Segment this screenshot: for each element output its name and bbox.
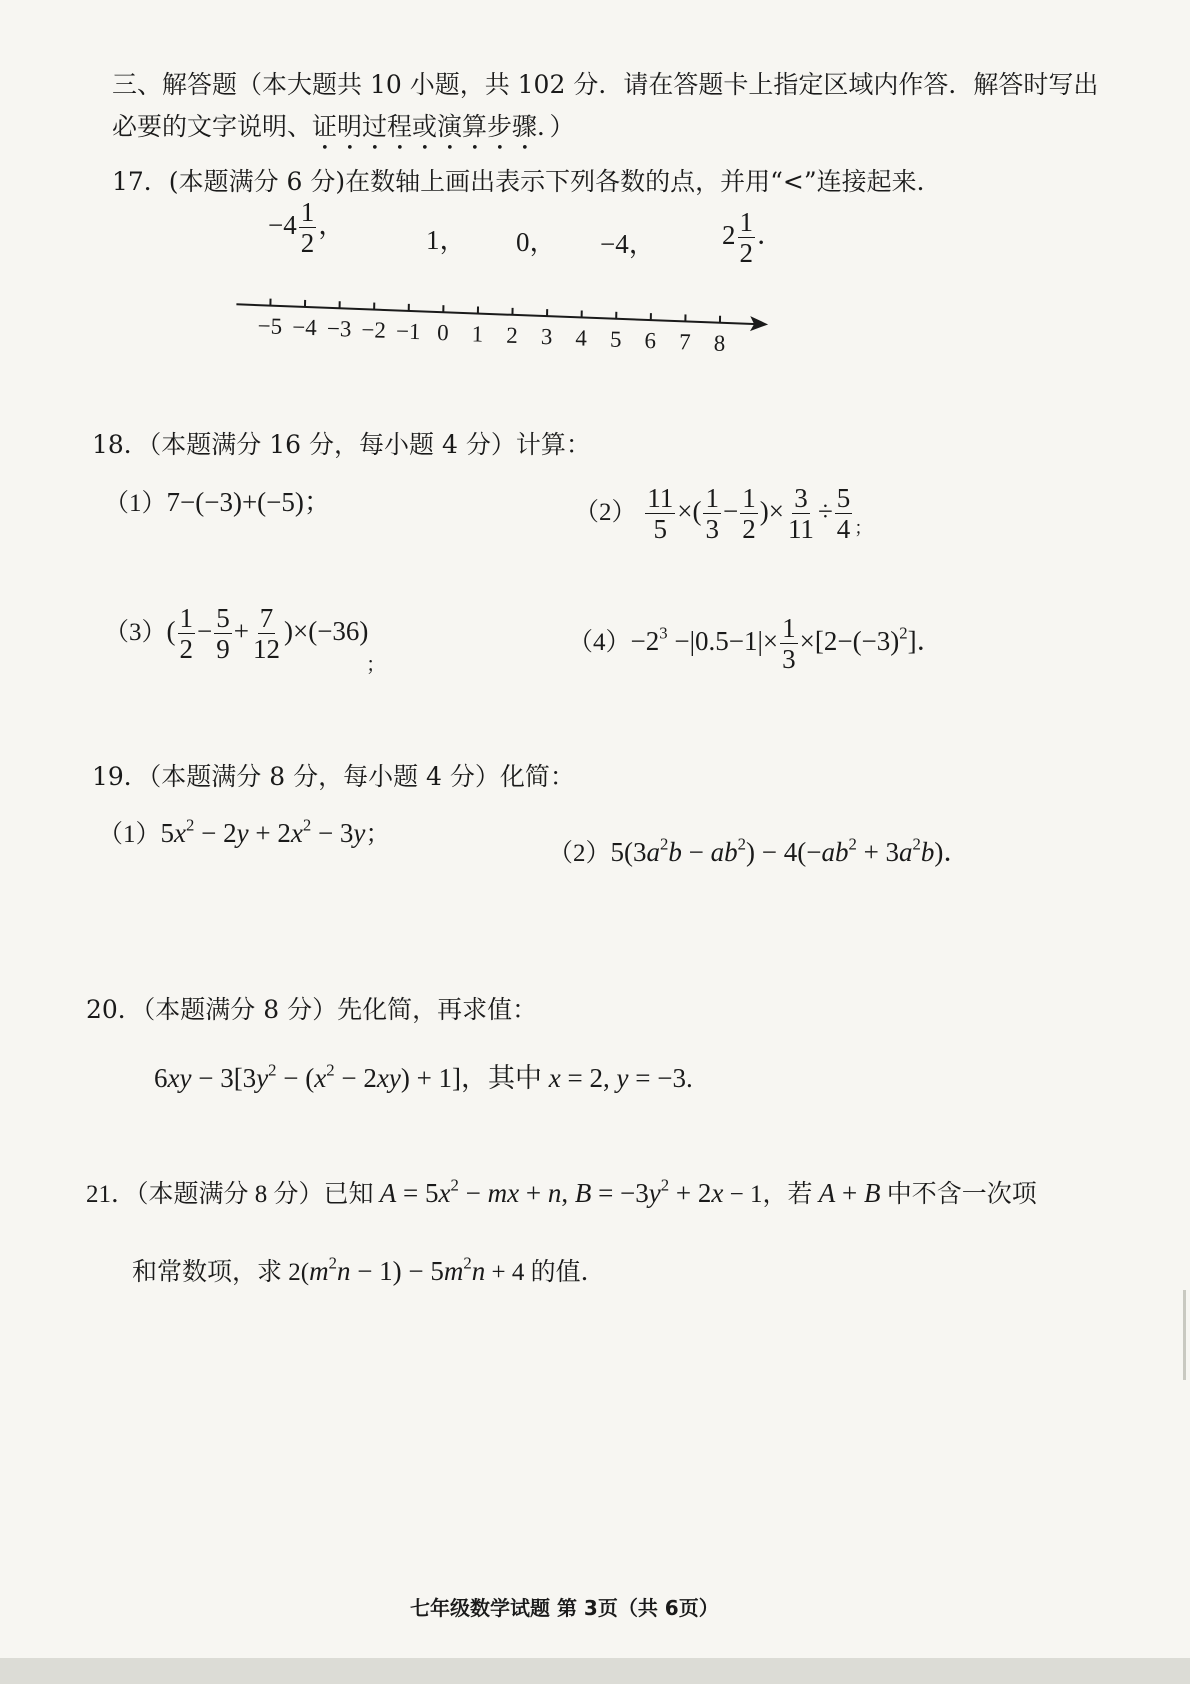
frac-num: 3 bbox=[794, 483, 808, 513]
expr: − 3[3 bbox=[191, 1063, 257, 1093]
frac bbox=[835, 484, 853, 544]
expr: 中不含一次项 bbox=[880, 1181, 1037, 1208]
frac bbox=[214, 604, 232, 664]
frac-num: 5 bbox=[836, 483, 851, 513]
expr: − 3 bbox=[311, 818, 354, 848]
q17-n1-whole: −4 bbox=[268, 210, 297, 241]
q21-line2 bbox=[132, 1253, 606, 1290]
expr: = −3. bbox=[628, 1063, 693, 1093]
section-heading-line1: 三、解答题（本大题共 10 小题，共 102 分．请在答题卡上指定区域内作答．解答时写出 bbox=[112, 70, 1099, 99]
var: A bbox=[379, 1178, 397, 1208]
tick-label: 8 bbox=[713, 330, 726, 356]
frac-den: 11 bbox=[787, 514, 814, 545]
var: xy bbox=[167, 1063, 192, 1093]
tick-label: −2 bbox=[361, 317, 387, 343]
var: b bbox=[920, 837, 935, 867]
q19-part1 bbox=[98, 815, 391, 852]
frac bbox=[703, 484, 721, 544]
frac-num: 1 bbox=[742, 483, 756, 513]
var: m bbox=[309, 1256, 329, 1286]
q21-line1 bbox=[86, 1175, 1037, 1212]
var: n bbox=[547, 1178, 562, 1208]
exponent: 2 bbox=[737, 834, 746, 854]
frac-den: 9 bbox=[216, 634, 230, 665]
var: y bbox=[648, 1178, 661, 1208]
q18-p4-label: （4） bbox=[568, 629, 631, 657]
q17-n5-whole: 2 bbox=[722, 220, 736, 251]
op: − bbox=[722, 496, 739, 527]
heading-cont-dotted: 证明过程或演算步骤 bbox=[312, 112, 538, 141]
expr: ×[2−(−3) bbox=[799, 626, 900, 657]
tick-label: 3 bbox=[540, 324, 553, 350]
q18-part3-end: ； bbox=[366, 654, 386, 676]
q17-number-5 bbox=[722, 208, 784, 268]
exponent: 2 bbox=[463, 1253, 472, 1273]
var: b bbox=[668, 837, 682, 867]
expr: − 2 bbox=[194, 818, 237, 848]
q17-number-1 bbox=[268, 198, 345, 258]
q18-p1-label: （1） bbox=[104, 490, 167, 517]
var: m bbox=[443, 1256, 464, 1286]
frac-num: 1 bbox=[782, 613, 796, 643]
frac-den: 3 bbox=[782, 644, 796, 675]
expr: 5(3 bbox=[610, 837, 647, 867]
frac-num: 11 bbox=[647, 483, 674, 513]
expr: − 2 bbox=[334, 1063, 377, 1093]
frac-num: 1 bbox=[179, 603, 194, 633]
q17-n5-frac bbox=[738, 208, 756, 268]
tick-label: 5 bbox=[609, 326, 622, 352]
expr: 和常数项，求 2( bbox=[132, 1259, 310, 1286]
exponent: 3 bbox=[659, 623, 668, 643]
q20-stem: 20．（本题满分 8 分）先化简，再求值： bbox=[86, 995, 538, 1024]
tick-label: 7 bbox=[678, 329, 691, 355]
expr: − ( bbox=[276, 1063, 315, 1093]
var: B bbox=[574, 1178, 592, 1208]
q18-part2 bbox=[574, 484, 872, 544]
expr: −2 bbox=[630, 626, 660, 657]
var: n bbox=[471, 1256, 486, 1286]
frac-den: 2 bbox=[179, 634, 194, 665]
exponent: 2 bbox=[660, 1175, 670, 1195]
expr: + 3 bbox=[856, 837, 900, 867]
tick-label: 6 bbox=[644, 327, 657, 354]
op: − bbox=[197, 616, 213, 647]
q20-expression bbox=[154, 1056, 693, 1095]
page-footer: 七年级数学试题 第 3页（共 6页） bbox=[410, 1596, 719, 1620]
var: a bbox=[899, 837, 913, 867]
var: y bbox=[236, 818, 249, 848]
expr: − bbox=[681, 837, 711, 867]
frac bbox=[645, 484, 675, 544]
expr: ]． bbox=[907, 626, 944, 657]
op: ×( bbox=[677, 496, 702, 527]
frac bbox=[251, 604, 282, 664]
tick-label: 2 bbox=[506, 322, 519, 348]
expr: −|0.5−1|× bbox=[667, 626, 779, 657]
var: x bbox=[711, 1178, 724, 1208]
q19-p1-label: （1） bbox=[98, 821, 161, 848]
expr: + 4 的值． bbox=[485, 1259, 606, 1286]
scan-edge bbox=[0, 1658, 1190, 1684]
tick-label: 0 bbox=[436, 320, 449, 346]
frac bbox=[178, 604, 196, 664]
scan-margin-mark bbox=[1183, 1290, 1186, 1380]
expr: 6 bbox=[154, 1063, 168, 1093]
frac-den: 5 bbox=[653, 514, 668, 545]
expr: = −3 bbox=[591, 1178, 649, 1208]
expr: ； bbox=[365, 821, 391, 848]
q18-stem: 18．（本题满分 16 分，每小题 4 分）计算： bbox=[92, 430, 591, 459]
expr: = 5 bbox=[396, 1178, 439, 1208]
tick-label: −1 bbox=[395, 318, 421, 345]
expr: ) − 4(− bbox=[746, 837, 822, 867]
q18-part3 bbox=[104, 604, 368, 664]
op: + bbox=[233, 616, 249, 647]
exponent: 2 bbox=[186, 815, 195, 835]
op: ； bbox=[854, 518, 873, 539]
tick-label: 1 bbox=[471, 321, 484, 347]
section-heading-continued bbox=[112, 110, 575, 156]
var: y bbox=[256, 1063, 269, 1093]
var: y bbox=[616, 1063, 629, 1093]
frac-num: 5 bbox=[216, 603, 230, 633]
q17-stem: 17．(本题满分 6 分)在数轴上画出表示下列各数的点，并用“<”连接起来． bbox=[112, 167, 942, 196]
q21-stem: 21．（本题满分 8 分）已知 bbox=[86, 1181, 380, 1208]
expr: + 2 bbox=[248, 818, 291, 848]
frac-num: 1 bbox=[300, 197, 315, 227]
var: B bbox=[863, 1178, 881, 1208]
tick-label: −4 bbox=[292, 314, 318, 341]
frac-den: 2 bbox=[739, 238, 753, 269]
q19-stem: 19．（本题满分 8 分，每小题 4 分）化简： bbox=[92, 762, 575, 791]
exponent: 2 bbox=[328, 1253, 337, 1273]
var: ab bbox=[710, 837, 738, 867]
exponent: 2 bbox=[268, 1060, 277, 1080]
var: A bbox=[818, 1178, 836, 1208]
exponent: 2 bbox=[912, 834, 921, 854]
frac-num: 1 bbox=[739, 207, 753, 237]
expr: = 2, bbox=[560, 1063, 617, 1093]
heading-cont-post: ．） bbox=[537, 112, 575, 141]
expr: + 2 bbox=[669, 1178, 712, 1208]
tick-label: 4 bbox=[575, 325, 588, 351]
expr: − 1，若 bbox=[723, 1181, 819, 1208]
exponent: 2 bbox=[899, 623, 908, 643]
q17-number-2: 1， bbox=[426, 225, 467, 255]
q18-p2-label: （2） bbox=[574, 499, 637, 527]
expr: − bbox=[458, 1178, 488, 1208]
var: mx bbox=[487, 1178, 520, 1208]
op: ÷ bbox=[817, 496, 833, 527]
q17-number-3: 0， bbox=[516, 227, 557, 257]
q18-p3-label: （3） bbox=[104, 619, 167, 647]
frac-den: 3 bbox=[705, 514, 719, 545]
q19-p2-label: （2） bbox=[548, 840, 611, 867]
expr: , bbox=[561, 1178, 575, 1208]
expr: + bbox=[835, 1178, 864, 1208]
exponent: 2 bbox=[302, 815, 312, 835]
q17-n1-sep: ， bbox=[318, 210, 346, 241]
q18-part1 bbox=[104, 480, 331, 521]
tick-label: −3 bbox=[326, 315, 352, 342]
exponent: 2 bbox=[450, 1175, 459, 1195]
q17-n1-frac bbox=[299, 198, 317, 258]
frac-den: 12 bbox=[252, 634, 280, 665]
var: x bbox=[314, 1063, 327, 1093]
op: )× bbox=[759, 496, 784, 527]
op: ( bbox=[166, 616, 176, 647]
frac-den: 2 bbox=[742, 514, 756, 545]
frac bbox=[786, 484, 816, 544]
q17-number-4: −4， bbox=[600, 229, 656, 259]
exponent: 2 bbox=[326, 1060, 335, 1080]
frac-num: 7 bbox=[259, 603, 274, 633]
var: x bbox=[438, 1178, 451, 1208]
frac bbox=[780, 614, 798, 674]
var: y bbox=[353, 818, 366, 848]
tick-label: −5 bbox=[257, 313, 283, 339]
frac-den: 4 bbox=[836, 514, 851, 545]
q18-p1-expr: 7−(−3)+(−5)； bbox=[166, 487, 331, 517]
var: x bbox=[290, 818, 303, 848]
op: )×(−36) bbox=[283, 616, 369, 647]
q18-part4 bbox=[568, 614, 944, 674]
var: n bbox=[336, 1256, 351, 1286]
frac-num: 1 bbox=[705, 483, 719, 513]
expr: ) + 1]，其中 bbox=[400, 1063, 549, 1093]
var: ab bbox=[821, 837, 849, 867]
var: xy bbox=[376, 1063, 401, 1093]
var: x bbox=[174, 818, 186, 848]
expr: + bbox=[519, 1178, 548, 1208]
heading-cont-pre: 必要的文字说明、 bbox=[112, 112, 313, 141]
var: a bbox=[646, 837, 661, 867]
number-line bbox=[228, 292, 788, 362]
exponent: 2 bbox=[848, 834, 857, 854]
var: x bbox=[548, 1063, 561, 1093]
q17-n5-sep: ． bbox=[757, 220, 784, 251]
frac bbox=[740, 484, 758, 544]
expr: 5 bbox=[160, 818, 175, 848]
q19-part2 bbox=[548, 830, 970, 871]
expr: )． bbox=[934, 837, 971, 867]
exponent: 2 bbox=[660, 834, 669, 854]
frac-den: 2 bbox=[300, 228, 315, 259]
section-heading bbox=[112, 68, 1098, 102]
expr: − 1) − 5 bbox=[350, 1256, 444, 1286]
